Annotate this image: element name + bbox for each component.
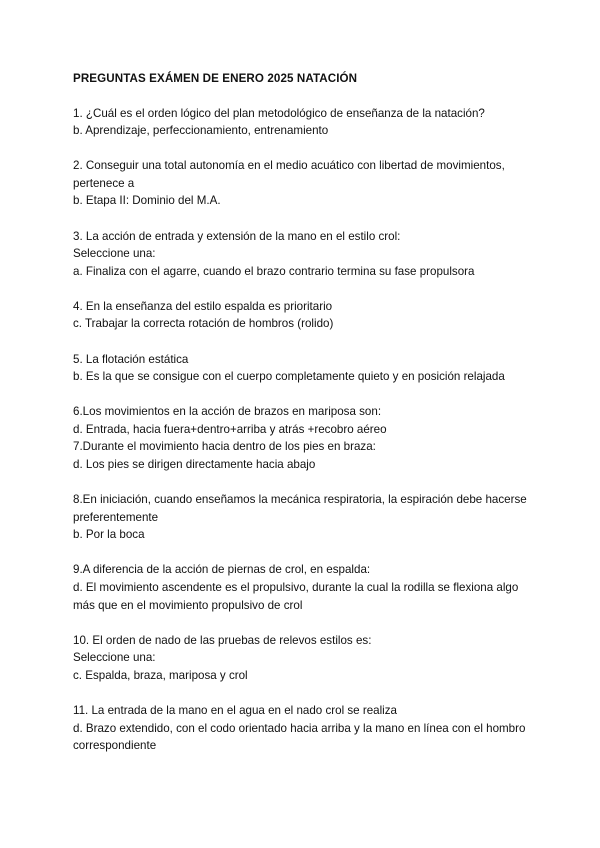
- answer-text: b. Por la boca: [73, 528, 145, 542]
- question-6: [73, 403, 543, 438]
- question-3: [73, 228, 543, 281]
- answer-text: d. Los pies se dirigen directamente hacia abajo: [73, 458, 316, 471]
- answer-text: d. El movimiento ascendente es el propulsivo, durante la cual la rodilla se flexiona algo más que en el movimiento propulsivo de crol: [73, 580, 519, 612]
- answer-text: a. Finaliza con el agarre, cuando el brazo contrario termina su fase propulsora: [73, 264, 475, 278]
- document-page: [73, 70, 543, 772]
- answer-text: d. Entrada, hacia fuera+dentro+arriba y atrás +recobro aéreo: [73, 422, 387, 436]
- question-2: [73, 157, 543, 210]
- question-1: [73, 105, 543, 140]
- answer-text: b. Etapa II: Dominio del M.A.: [73, 194, 221, 208]
- question-5: [73, 351, 543, 386]
- question-text: 3. La acción de entrada y extensión de la mano en el estilo crol:: [73, 229, 401, 243]
- answer-text: c. Trabajar la correcta rotación de hombros (rolido): [73, 317, 334, 331]
- question-text: 10. El orden de nado de las pruebas de relevos estilos es:: [73, 633, 372, 647]
- answer-text: d. Brazo extendido, con el codo orientado hacia arriba y la mano en línea con el hombro correspondiente: [73, 721, 526, 753]
- answer-text: b. Aprendizaje, perfeccionamiento, entrenamiento: [73, 124, 329, 138]
- question-8: [73, 491, 543, 544]
- question-4: [73, 298, 543, 333]
- question-text: 11. La entrada de la mano en el agua en el nado crol se realiza: [73, 703, 397, 717]
- select-prompt: Seleccione una:: [73, 651, 156, 665]
- question-text: 5. La flotación estática: [73, 352, 189, 366]
- question-text: 9.A diferencia de la acción de piernas de crol, en espalda:: [73, 563, 371, 577]
- select-prompt: Seleccione una:: [73, 247, 156, 261]
- question-text: 1. ¿Cuál es el orden lógico del plan metodológico de enseñanza de la natación?: [73, 106, 485, 120]
- question-text: 8.En iniciación, cuando enseñamos la mecánica respiratoria, la espiración debe hacerse preferentemente: [73, 493, 527, 524]
- question-text: 7.Durante el movimiento hacia dentro de los pies en braza:: [73, 440, 376, 454]
- answer-text: b. Es la que se consigue con el cuerpo completamente quieto y en posición relajada: [73, 370, 505, 384]
- question-text: 6.Los movimientos en la acción de brazos en mariposa son:: [73, 405, 382, 419]
- document-title: PREGUNTAS EXÁMEN DE ENERO 2025 NATACIÓN: [73, 72, 358, 85]
- answer-text: c. Espalda, braza, mariposa y crol: [73, 668, 248, 682]
- question-11: [73, 702, 543, 755]
- question-text: 4. En la enseñanza del estilo espalda es prioritario: [73, 299, 333, 313]
- question-7: [73, 438, 543, 473]
- question-10: [73, 632, 543, 685]
- question-text: 2. Conseguir una total autonomía en el medio acuático con libertad de movimientos, pertenece a: [73, 159, 505, 190]
- question-9: [73, 561, 543, 614]
